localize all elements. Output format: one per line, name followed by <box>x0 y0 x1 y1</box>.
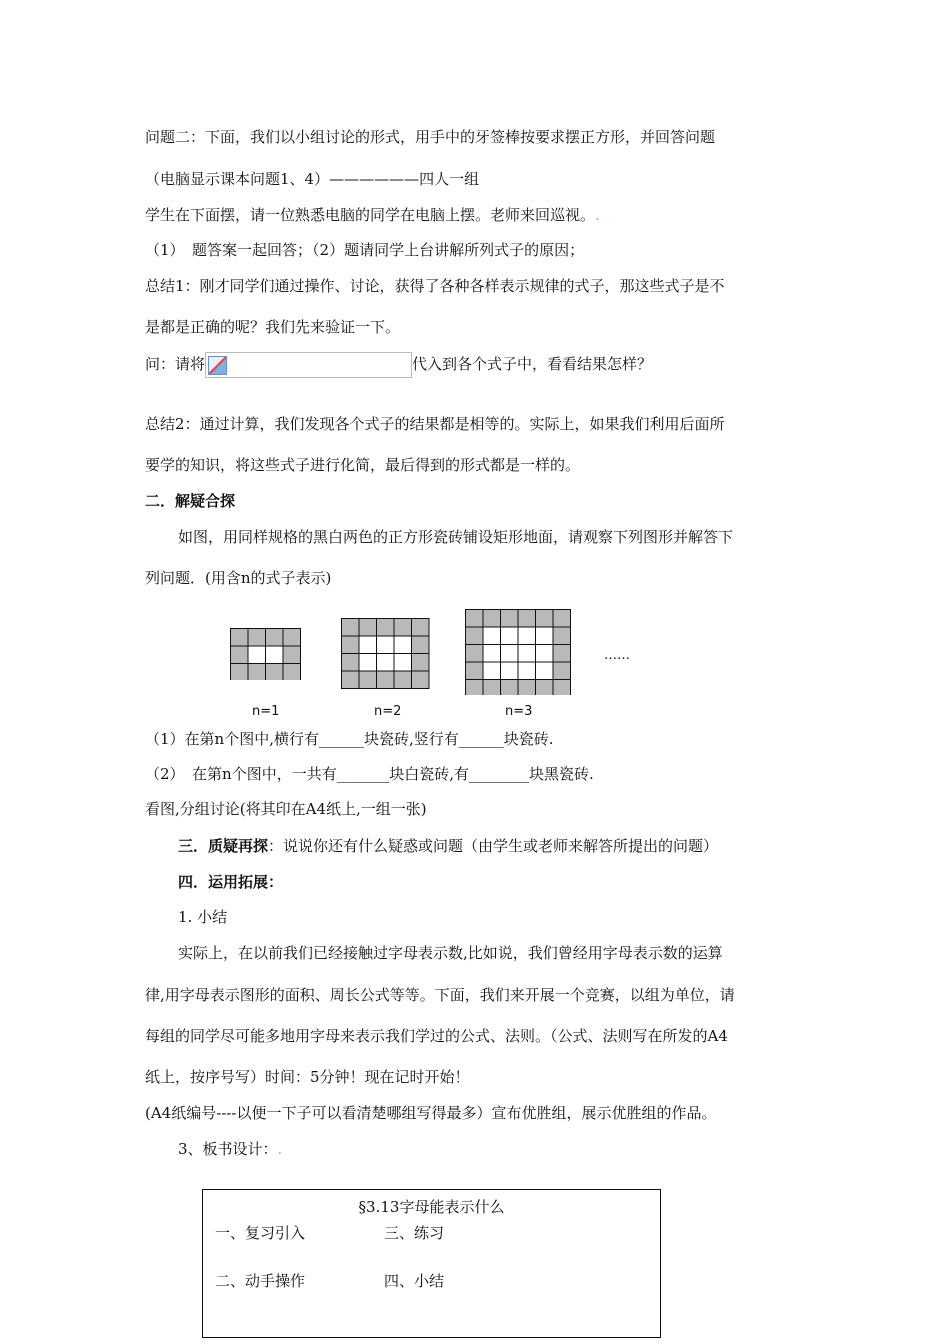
tile-figure-n3 <box>465 609 572 695</box>
white-tile <box>536 662 554 680</box>
white-tile <box>377 636 395 654</box>
white-tile <box>483 662 501 680</box>
paragraph: 列问题．(用含n的式子表示) <box>145 569 332 587</box>
black-tile <box>466 645 484 663</box>
black-tile <box>283 664 301 681</box>
black-tile <box>266 629 284 647</box>
white-tile <box>359 654 377 672</box>
figure-label-n3: n=3 <box>505 704 533 719</box>
black-tile <box>377 619 395 637</box>
black-tile <box>394 671 412 689</box>
black-tile <box>518 680 536 696</box>
black-tile <box>518 610 536 628</box>
paragraph: （1） 题答案一起回答；（2）题请同学上台讲解所列式子的原因； <box>145 241 585 259</box>
section-heading: 二．解疑合探 <box>145 492 236 510</box>
black-tile <box>466 680 484 696</box>
section-heading: 四．运用拓展： <box>178 873 284 891</box>
black-tile <box>501 680 519 696</box>
black-tile <box>359 619 377 637</box>
broken-image-icon <box>205 352 412 378</box>
black-tile <box>412 619 430 637</box>
black-tile <box>553 610 571 628</box>
black-tile <box>359 671 377 689</box>
paragraph: 纸上，按序号写）时间：5分钟！现在记时开始！ <box>145 1068 470 1086</box>
black-tile <box>466 662 484 680</box>
white-tile <box>501 662 519 680</box>
black-tile <box>342 671 360 689</box>
black-tile <box>536 610 554 628</box>
figure-label-n1: n=1 <box>252 704 280 719</box>
board-item: 一、复习引入 <box>215 1224 306 1242</box>
paragraph: 如图，用同样规格的黑白两色的正方形瓷砖铺设矩形地面，请观察下列图形并解答下 <box>178 528 734 546</box>
paragraph: 总结1：刚才同学们通过操作、讨论，获得了各种各样表示规律的式子，那这些式子是不 <box>145 277 725 295</box>
white-tile <box>394 654 412 672</box>
black-tile <box>342 636 360 654</box>
white-tile <box>377 654 395 672</box>
black-tile <box>342 654 360 672</box>
paragraph: (A4纸编号----以便一下子可以看清楚哪组写得最多）宣布优胜组，展示优胜组的作品。 <box>145 1104 717 1122</box>
board-item: 三、练习 <box>384 1224 445 1242</box>
white-tile <box>518 645 536 663</box>
tile-figure-n2 <box>341 618 431 690</box>
black-tile <box>231 664 249 681</box>
board-title: §3.13字母能表示什么 <box>358 1198 505 1216</box>
white-tile <box>394 636 412 654</box>
white-tile <box>248 646 266 664</box>
figure-ellipsis: …… <box>604 648 630 663</box>
white-tile <box>483 645 501 663</box>
white-tile <box>518 627 536 645</box>
paragraph: 问：请将 代入到各个式子中，看看结果怎样？ <box>145 352 652 378</box>
board-item: 四、小结 <box>384 1272 445 1290</box>
board-design-box <box>202 1189 661 1338</box>
white-tile <box>266 646 284 664</box>
black-tile <box>283 629 301 647</box>
black-tile <box>248 629 266 647</box>
black-tile <box>266 664 284 681</box>
white-tile <box>501 627 519 645</box>
black-tile <box>553 627 571 645</box>
black-tile <box>412 654 430 672</box>
paragraph: 学生在下面摆，请一位熟悉电脑的同学在电脑上摆。老师来回巡视。. <box>145 206 600 224</box>
white-tile <box>536 627 554 645</box>
question: （2） 在第n个图中，一共有_______块白瓷砖,有________块黑瓷砖. <box>145 765 594 783</box>
figure-label-n2: n=2 <box>374 704 402 719</box>
paragraph: 总结2：通过计算，我们发现各个式子的结果都是相等的。实际上，如果我们利用后面所 <box>145 415 725 433</box>
section-heading: 三．质疑再探：说说你还有什么疑惑或问题（由学生或老师来解答所提出的问题） <box>178 837 719 855</box>
black-tile <box>231 646 249 664</box>
white-tile <box>359 636 377 654</box>
black-tile <box>394 619 412 637</box>
white-tile <box>483 627 501 645</box>
subheading: 1. 小结 <box>178 908 228 926</box>
black-tile <box>553 645 571 663</box>
white-tile <box>518 662 536 680</box>
black-tile <box>412 636 430 654</box>
paragraph: 要学的知识，将这些式子进行化简，最后得到的形式都是一样的。 <box>145 456 581 474</box>
tile-figure-n1 <box>230 628 302 680</box>
white-tile <box>536 645 554 663</box>
board-item: 二、动手操作 <box>215 1272 306 1290</box>
black-tile <box>553 680 571 696</box>
white-tile <box>501 645 519 663</box>
black-tile <box>342 619 360 637</box>
question: （1）在第n个图中,横行有______块瓷砖,竖行有______块瓷砖. <box>145 730 554 748</box>
black-tile <box>412 671 430 689</box>
black-tile <box>483 680 501 696</box>
paragraph: 律,用字母表示图形的面积、周长公式等等。下面，我们来开展一个竞赛，以组为单位，请 <box>145 986 735 1004</box>
black-tile <box>248 664 266 681</box>
black-tile <box>501 610 519 628</box>
black-tile <box>536 680 554 696</box>
black-tile <box>553 662 571 680</box>
black-tile <box>377 671 395 689</box>
subheading: 3、板书设计：. <box>178 1140 283 1158</box>
black-tile <box>466 627 484 645</box>
paragraph: 问题二：下面，我们以小组讨论的形式，用手中的牙签棒按要求摆正方形，并回答问题 <box>145 128 716 146</box>
black-tile <box>283 646 301 664</box>
paragraph: 每组的同学尽可能多地用字母来表示我们学过的公式、法则。（公式、法则写在所发的A4 <box>145 1027 728 1045</box>
paragraph: 是都是正确的呢？我们先来验证一下。 <box>145 318 401 336</box>
paragraph: 实际上，在以前我们已经接触过字母表示数,比如说，我们曾经用字母表示数的运算 <box>178 944 723 962</box>
black-tile <box>231 629 249 647</box>
black-tile <box>466 610 484 628</box>
paragraph: （电脑显示课本问题1、4）——————四人一组 <box>145 170 480 188</box>
paragraph: 看图,分组讨论(将其印在A4纸上,一组一张) <box>145 800 427 818</box>
black-tile <box>483 610 501 628</box>
